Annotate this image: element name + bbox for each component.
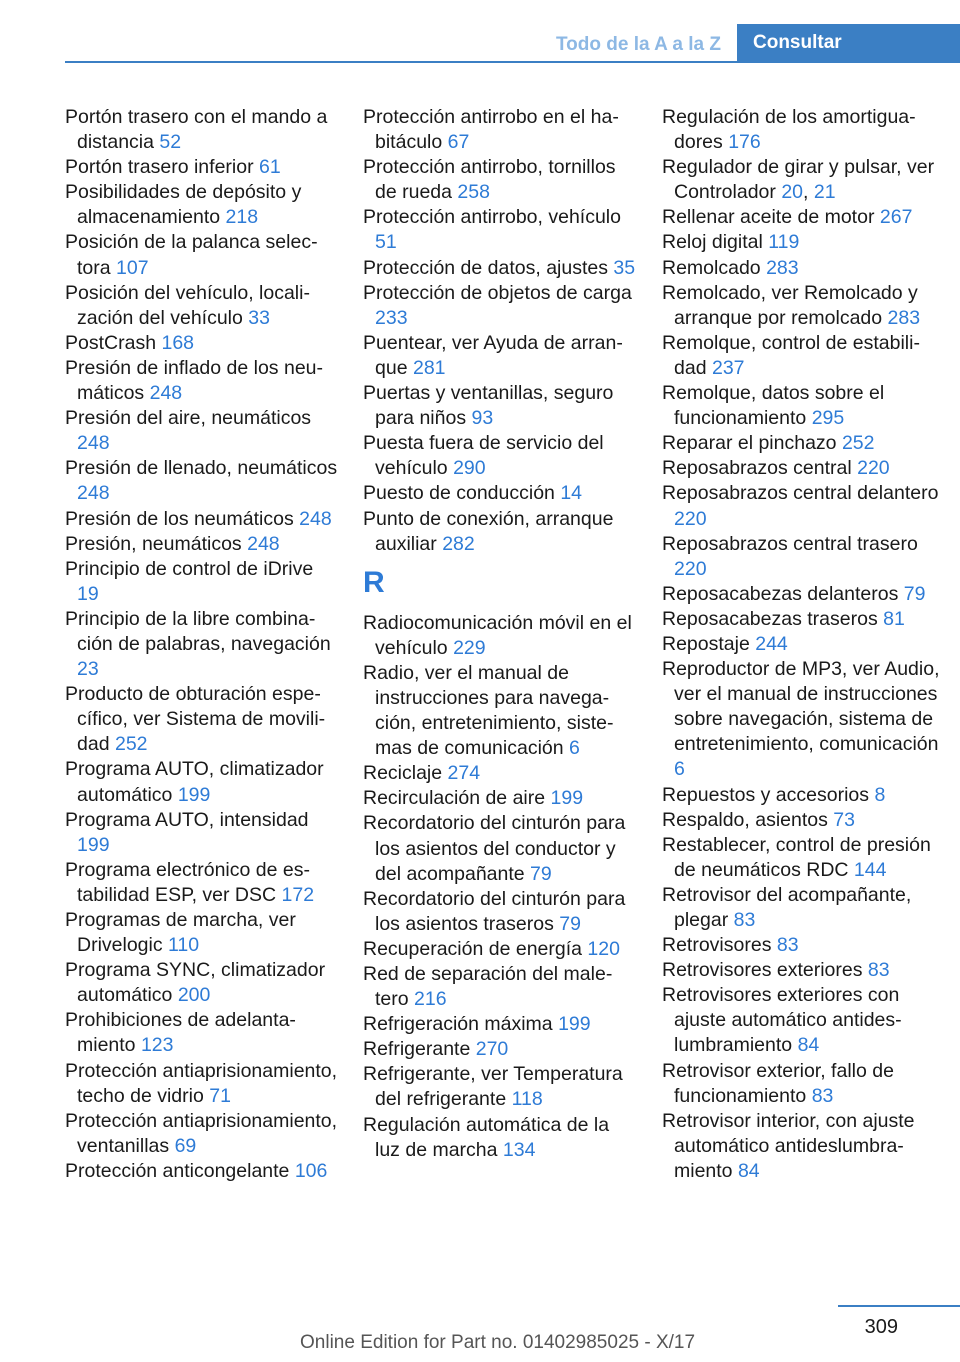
index-entry xyxy=(662,456,942,481)
page-link[interactable]: 20 xyxy=(781,181,804,204)
index-entry xyxy=(363,811,638,886)
page-link[interactable]: 93 xyxy=(471,407,494,430)
index-entry xyxy=(662,532,942,582)
index-entry xyxy=(363,1012,638,1037)
index-term: Retrovisores exteriores xyxy=(662,959,863,982)
index-term: Presión del aire, neumáticos xyxy=(65,407,312,430)
index-term: Principio de la libre combinación de palabras, navegación xyxy=(65,607,331,655)
index-term: Posición del vehículo, localización del vehículo xyxy=(65,281,310,329)
page-link[interactable]: 110 xyxy=(168,934,200,957)
index-entry xyxy=(662,105,942,155)
index-entry xyxy=(363,786,638,811)
page-link[interactable]: 274 xyxy=(447,762,481,785)
page-link[interactable]: 258 xyxy=(457,181,490,204)
page-link[interactable]: 281 xyxy=(412,356,446,379)
index-entry xyxy=(363,507,638,557)
page-link[interactable]: 52 xyxy=(159,131,182,154)
index-term: Reciclaje xyxy=(363,762,443,785)
index-term: Recuperación de energía xyxy=(363,937,582,960)
page-link[interactable]: 199 xyxy=(177,783,211,806)
page-link[interactable]: 84 xyxy=(737,1159,760,1182)
page-link[interactable]: 35 xyxy=(613,256,636,279)
index-term: Presión de llenado, neumáticos xyxy=(65,457,338,480)
index-entry xyxy=(363,962,638,1012)
page-link[interactable]: 79 xyxy=(559,912,581,935)
index-entry xyxy=(662,783,942,808)
index-term: Reproductor de MP3, ver Audio, ver el manual de instrucciones sobre navegación, sistema de entretenimiento, comunicación xyxy=(662,658,940,756)
page-link[interactable]: 283 xyxy=(887,306,921,329)
index-term: Protección de objetos de carga xyxy=(363,281,632,304)
page-link[interactable]: 81 xyxy=(883,607,905,630)
index-entry xyxy=(65,808,340,858)
index-entry xyxy=(662,1109,942,1184)
page-link[interactable]: 283 xyxy=(766,256,799,279)
page-link[interactable]: 199 xyxy=(550,787,584,810)
page-link[interactable]: 71 xyxy=(209,1084,231,1107)
index-entry xyxy=(363,611,638,661)
index-term: Posibilidades de depósito y almacenamiento xyxy=(65,181,302,229)
index-entry xyxy=(65,1008,340,1058)
page-link[interactable]: 51 xyxy=(375,231,397,254)
page-number: 309 xyxy=(864,1316,898,1338)
index-entry xyxy=(662,883,942,933)
index-term: Regulación automática de la luz de marcha xyxy=(363,1113,610,1161)
index-term: Repuestos y accesorios xyxy=(662,783,870,806)
page-link[interactable]: 84 xyxy=(797,1034,820,1057)
index-entry xyxy=(662,431,942,456)
page-link[interactable]: 244 xyxy=(755,632,788,655)
page-link[interactable]: 83 xyxy=(776,934,799,957)
index-entry xyxy=(363,887,638,937)
index-entry xyxy=(662,1059,942,1109)
index-entry xyxy=(65,1059,340,1109)
page-link[interactable]: 290 xyxy=(453,457,486,480)
index-entry xyxy=(363,256,638,281)
index-entry xyxy=(662,958,942,983)
index-entry xyxy=(363,281,638,331)
index-term: Refrigerante xyxy=(363,1038,471,1061)
page-link[interactable]: 14 xyxy=(560,482,583,505)
index-term: Producto de obturación específico, ver Sistema de movilidad xyxy=(65,683,326,756)
index-entry xyxy=(662,582,942,607)
footer-divider xyxy=(838,1305,960,1307)
index-entry xyxy=(662,833,942,883)
page-link[interactable]: 67 xyxy=(447,131,470,154)
edition-label: Online Edition for Part no. 01402985025 - X/17 xyxy=(300,1332,696,1353)
page-link[interactable]: 248 xyxy=(247,532,280,555)
index-entry xyxy=(65,958,340,1008)
index-term: Portón trasero con el mando a distancia xyxy=(65,106,328,154)
page-link[interactable]: 83 xyxy=(867,959,890,982)
page-link[interactable]: 106 xyxy=(294,1159,328,1182)
index-term: Regulador de girar y pulsar, ver Controlador xyxy=(662,156,935,204)
page-link[interactable]: 33 xyxy=(248,306,270,329)
index-term: Protección antiaprisionamiento, techo de vidrio xyxy=(65,1059,338,1107)
index-entry xyxy=(65,155,340,180)
index-term: Puesta fuera de servicio del vehículo xyxy=(363,432,604,480)
index-term: Radiocomunicación móvil en el vehículo xyxy=(363,611,632,659)
page-link[interactable]: 229 xyxy=(453,636,486,659)
index-entry xyxy=(363,155,638,205)
index-entry xyxy=(65,356,340,406)
index-term: Reparar el pinchazo xyxy=(662,432,837,455)
index-entry: Regulador de girar y pulsar, ver Controlador 20, 21 xyxy=(662,156,935,204)
index-term: Regulación de los amortiguadores xyxy=(662,106,916,154)
index-term: Programa AUTO, intensidad xyxy=(65,808,309,831)
page-link[interactable]: 216 xyxy=(414,988,447,1011)
page-link[interactable]: 237 xyxy=(711,356,745,379)
index-term: Punto de conexión, arranque auxiliar xyxy=(363,507,614,555)
index-term: Portón trasero inferior xyxy=(65,156,254,179)
index-entry xyxy=(363,381,638,431)
page-link[interactable]: 8 xyxy=(874,783,886,806)
index-entry xyxy=(363,1113,638,1163)
index-term: Presión, neumáticos xyxy=(65,532,242,555)
index-entry xyxy=(363,431,638,481)
index-entry xyxy=(65,406,340,456)
index-entry xyxy=(363,1062,638,1112)
page-link[interactable]: 176 xyxy=(728,131,761,154)
page-link[interactable]: 21 xyxy=(813,181,836,204)
index-column-3 xyxy=(662,105,942,1184)
index-term: Retrovisor del acompañante, plegar xyxy=(662,883,912,931)
index-term: Refrigeración máxima xyxy=(363,1013,553,1036)
index-entry xyxy=(65,281,340,331)
index-term: Protección de datos, ajustes xyxy=(363,256,608,279)
index-term: Reposabrazos central xyxy=(662,457,852,480)
page-link[interactable]: 6 xyxy=(674,758,685,781)
page-link[interactable]: 220 xyxy=(674,557,707,580)
index-term: Protección anticongelante xyxy=(65,1159,290,1182)
index-term: Reposabrazos central trasero xyxy=(662,532,918,555)
index-term: Retrovisor exterior, fallo de funcionamiento xyxy=(662,1059,894,1107)
page-link[interactable]: 79 xyxy=(530,862,552,885)
index-entry xyxy=(363,937,638,962)
index-entry xyxy=(662,983,942,1058)
index-entry xyxy=(65,607,340,682)
header-tab-consultar[interactable]: Consultar xyxy=(737,24,960,61)
index-entry xyxy=(65,507,340,532)
header-divider xyxy=(65,61,960,63)
index-term: Principio de control de iDrive xyxy=(65,557,314,580)
index-entry xyxy=(65,858,340,908)
page-link[interactable]: 248 xyxy=(299,507,332,530)
index-entry xyxy=(662,933,942,958)
index-column-1 xyxy=(65,105,340,1184)
index-term: Remolcado, ver Remolcado y arranque por remolcado xyxy=(662,281,918,329)
page-link[interactable]: 119 xyxy=(768,231,800,254)
index-entry xyxy=(363,661,638,761)
index-entry xyxy=(662,256,942,281)
index-term: Remolcado xyxy=(662,256,761,279)
index-entry xyxy=(363,105,638,155)
index-term: Protección antirrobo, vehículo xyxy=(363,206,621,229)
page-link[interactable]: 220 xyxy=(674,507,707,530)
index-term: Protección antirrobo, tornillos de rueda xyxy=(363,156,616,204)
index-column-2 xyxy=(363,105,638,1163)
page-link[interactable]: 270 xyxy=(475,1038,509,1061)
index-term: Programa AUTO, climatizador automático xyxy=(65,758,324,806)
page-link[interactable]: 73 xyxy=(833,808,855,831)
index-entry xyxy=(65,1159,340,1184)
index-entry xyxy=(662,381,942,431)
index-entry xyxy=(65,331,340,356)
page-link[interactable]: 248 xyxy=(149,382,183,405)
index-term: Puentear, ver Ayuda de arranque xyxy=(363,331,623,379)
index-entry xyxy=(662,205,942,230)
index-term: Rellenar aceite de motor xyxy=(662,206,875,229)
index-entry xyxy=(662,331,942,381)
index-term: Presión de los neumáticos xyxy=(65,507,294,530)
index-entry xyxy=(65,105,340,155)
page-link[interactable]: 144 xyxy=(853,858,887,881)
index-term: Protección antiaprisionamiento, ventanillas xyxy=(65,1109,338,1157)
page-link[interactable]: 248 xyxy=(77,432,110,455)
page-link[interactable]: 252 xyxy=(841,432,875,455)
index-entry xyxy=(662,230,942,255)
page-link[interactable]: 233 xyxy=(375,306,408,329)
index-term: Puesto de conducción xyxy=(363,482,555,505)
page-link[interactable]: 248 xyxy=(77,482,110,505)
page-link[interactable]: 107 xyxy=(116,256,149,279)
page-link[interactable]: 6 xyxy=(569,737,580,760)
index-term: Remolque, datos sobre el funcionamiento xyxy=(662,382,885,430)
page-link[interactable]: 69 xyxy=(174,1134,197,1157)
index-term: Protección antirrobo en el habitáculo xyxy=(363,106,619,154)
index-term: Programa SYNC, climatizador automático xyxy=(65,959,326,1007)
page-link[interactable]: 282 xyxy=(442,532,475,555)
page-link[interactable]: 200 xyxy=(177,984,211,1007)
index-entry xyxy=(363,481,638,506)
page-link[interactable]: 199 xyxy=(77,833,110,856)
index-term: Repostaje xyxy=(662,632,750,655)
index-entry xyxy=(65,456,340,506)
index-term: Red de separación del maletero xyxy=(363,963,613,1011)
index-entry xyxy=(65,682,340,757)
index-term: Puertas y ventanillas, seguro para niños xyxy=(363,382,614,430)
index-term: Reposacabezas delanteros xyxy=(662,582,899,605)
page-link[interactable]: 168 xyxy=(161,331,195,354)
index-entry xyxy=(363,761,638,786)
index-entry xyxy=(662,632,942,657)
page-link[interactable]: 267 xyxy=(879,206,913,229)
index-term: Refrigerante, ver Temperatura del refrigerante xyxy=(363,1063,623,1111)
index-entry xyxy=(65,908,340,958)
index-entry xyxy=(65,1109,340,1159)
page-link[interactable]: 79 xyxy=(903,582,926,605)
page-link[interactable]: 83 xyxy=(733,909,756,931)
index-entry xyxy=(662,481,942,531)
index-entry xyxy=(65,757,340,807)
index-term: PostCrash xyxy=(65,331,157,354)
index-entry xyxy=(65,532,340,557)
page-link[interactable]: 23 xyxy=(77,658,99,681)
page-link[interactable]: 120 xyxy=(587,937,620,960)
index-term: Retrovisor interior, con ajuste automático antideslumbramiento xyxy=(662,1109,915,1182)
index-term: Remolque, control de estabilidad xyxy=(662,331,920,379)
index-entry xyxy=(363,331,638,381)
index-term: Prohibiciones de adelantamiento xyxy=(65,1009,296,1057)
page-link[interactable]: 123 xyxy=(140,1034,174,1057)
page-link[interactable]: 220 xyxy=(857,457,890,480)
index-entry xyxy=(65,230,340,280)
page-link[interactable]: 118 xyxy=(511,1088,543,1111)
index-term: Radio, ver el manual de instrucciones para navegación, entretenimiento, sistemas de comunicación xyxy=(363,661,614,760)
index-term: Reposacabezas traseros xyxy=(662,607,878,630)
page-link[interactable]: 19 xyxy=(77,582,99,605)
index-term: Programa electrónico de estabilidad ESP, ver DSC xyxy=(65,858,310,906)
index-entry xyxy=(662,808,942,833)
index-term: Retrovisores exteriores con ajuste automático antideslumbramiento xyxy=(662,984,902,1057)
index-term: Respaldo, asientos xyxy=(662,808,828,831)
index-entry xyxy=(662,607,942,632)
index-entry xyxy=(363,205,638,255)
page-link[interactable]: 295 xyxy=(811,407,845,430)
header-section-title[interactable]: Todo de la A a la Z xyxy=(555,33,721,55)
page-link[interactable]: 172 xyxy=(281,883,315,906)
index-term: Reposabrazos central delantero xyxy=(662,482,939,505)
index-term: Recordatorio del cinturón para los asientos traseros xyxy=(363,887,626,935)
index-entry xyxy=(65,557,340,607)
page-link[interactable]: 218 xyxy=(225,206,259,229)
index-term: Presión de inflado de los neumáticos xyxy=(65,356,324,405)
page-link[interactable]: 83 xyxy=(811,1084,834,1107)
index-term: Recordatorio del cinturón para los asientos del conductor y del acompañante xyxy=(363,812,626,885)
index-term: Retrovisores xyxy=(662,934,772,957)
index-entry xyxy=(363,1037,638,1062)
index-term: Reloj digital xyxy=(662,231,763,254)
page-link[interactable]: 61 xyxy=(259,156,281,179)
index-entry xyxy=(662,657,942,782)
section-letter: R xyxy=(363,565,385,599)
page-link[interactable]: 134 xyxy=(502,1138,536,1161)
index-entry xyxy=(65,180,340,230)
index-term: Posición de la palanca selectora xyxy=(65,231,318,279)
index-term: Programas de marcha, ver Drivelogic xyxy=(65,909,296,957)
index-term: Restablecer, control de presión de neumáticos RDC xyxy=(662,833,931,881)
index-term: Recirculación de aire xyxy=(363,787,546,810)
page-link[interactable]: 252 xyxy=(114,733,148,756)
index-entry xyxy=(662,281,942,331)
page-link[interactable]: 199 xyxy=(558,1013,591,1036)
